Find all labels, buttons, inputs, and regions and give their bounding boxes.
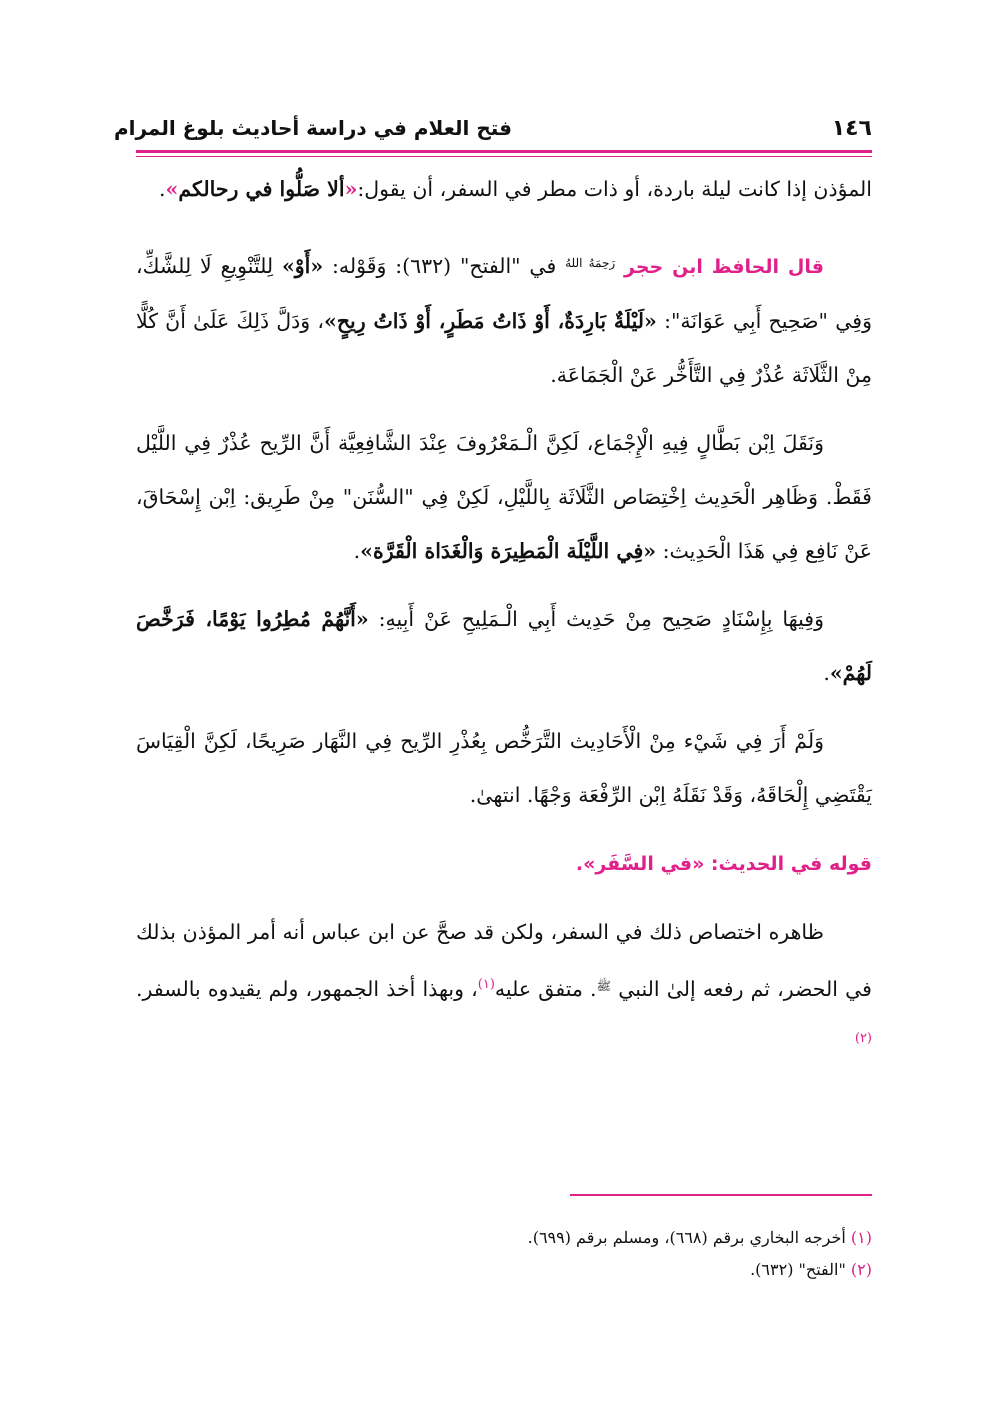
paragraph-2-text-1: في xyxy=(529,254,557,278)
section-heading-label: قوله في الحديث: xyxy=(710,853,872,875)
paragraph-6-text-2: . متفق عليه xyxy=(494,977,597,1001)
paragraph-5-text: وَلَمْ أَرَ فِي شَيْء مِنْ الْأَحَادِيث التَّرَخُّص بِعُذْرِ الرِّيح فِي النَّهَار صَرِيحًا، لَكِنَّ الْقِيَاسَ يَقْتَضِي إِلْحَاقَهُ، وَقَدْ نَقَلَهُ اِبْن الرِّفْعَة وَجْهًا. انتهىٰ. xyxy=(136,729,872,807)
paragraph-1-quote-text: ألا صَلُّوا في رحالكم xyxy=(178,177,345,201)
paragraph-4-end: . xyxy=(823,661,830,685)
footnote-2-number: (٢) xyxy=(850,1260,872,1279)
footnote-2 xyxy=(136,1254,872,1286)
paragraph-4 xyxy=(136,592,872,700)
paragraph-3-end: . xyxy=(353,539,361,563)
footnote-1-text: أخرجه البخاري برقم (٦٦٨)، ومسلم برقم (٦٩٩). xyxy=(527,1228,846,1247)
book-reference: "الفتح" xyxy=(459,254,521,278)
paragraph-3-text-1: وَنَقَلَ اِبْن بَطَّالٍ فِيهِ الْإِجْمَاع، لَكِنَّ الْـمَعْرُوفَ عِنْدَ الشَّافِعِيَّة أَنَّ الرِّيح عُذْرٌ فِي اللَّيْل فَقَطْ. وَظَاهِر الْحَدِيث اِخْتِصَاص الثَّلَاثَة بِاللَّيْلِ، لَكِنْ فِي xyxy=(136,431,872,509)
section-heading-quote: «في السَّفَر» xyxy=(583,853,705,875)
paragraph-6-text-1: ظاهره اختصاص ذلك في السفر، ولكن قد صحَّ عن ابن عباس أنه أمر المؤذن بذلك في الحضر، ثم رفعه إلىٰ النبي xyxy=(136,920,872,1001)
book-reference-sunan: "السُّنَن" xyxy=(342,485,414,509)
footnotes xyxy=(136,1222,872,1286)
footnote-rule xyxy=(570,1194,872,1196)
section-heading xyxy=(136,836,872,891)
hadith-quote-2: «فِي اللَّيْلَة الْمَطِيرَة وَالْغَدَاة الْقَرَّة» xyxy=(360,539,657,563)
paragraph-5 xyxy=(136,714,872,822)
hadith-quote-3: «أَنَّهُمْ مُطِرُوا يَوْمًا، فَرَخَّصَ لَهُمْ» xyxy=(136,607,872,685)
honorific-glyph: رَحِمَهُ اللهُ xyxy=(565,256,616,270)
paragraph-1-quote: «ألا صَلُّوا في رحالكم» xyxy=(165,177,358,201)
body-text xyxy=(136,162,872,1084)
header-rule-thin xyxy=(136,156,872,157)
book-reference-2: "صَحِيح أَبِي عَوَانَة" xyxy=(670,309,828,333)
section-heading-end: . xyxy=(575,853,584,875)
paragraph-4-text: وَفِيهَا بِإِسْنَادٍ صَحِيح مِنْ حَدِيث أَبِي الْـمَلِيحِ عَنْ أَبِيهِ: xyxy=(378,607,824,631)
salutation-glyph: ﷺ xyxy=(596,979,612,993)
paragraph-6 xyxy=(136,905,872,1070)
book-title: فتح العلام في دراسة أحاديث بلوغ المرام xyxy=(113,116,512,140)
paragraph-1-end: . xyxy=(159,177,166,201)
paragraph-3-text-2: مِنْ طَرِيق: اِبْن إِسْحَاقَ، عَنْ نَافِع فِي هَذَا الْحَدِيث: xyxy=(136,485,872,563)
paragraph-2-text-3: لِلتَّنْوِيعِ لَا لِلشَّكِّ، وَفِي xyxy=(136,254,872,333)
paragraph-2-colon: : xyxy=(664,309,671,333)
paragraph-6-text-3: ، وبهذا أخذ الجمهور، ولم يقيدوه بالسفر. xyxy=(136,977,478,1001)
header-rule-thick xyxy=(136,150,872,153)
paragraph-2 xyxy=(136,236,872,402)
page-number: ١٤٦ xyxy=(831,116,872,141)
footnote-ref-1[interactable]: (١) xyxy=(477,977,495,993)
footnote-2-text: "الفتح" (٦٣٢). xyxy=(750,1260,846,1279)
page-header xyxy=(113,112,872,152)
quoted-word: «أَوْ» xyxy=(281,254,324,278)
paragraph-1-text: المؤذن إذا كانت ليلة باردة، أو ذات مطر في السفر، أن يقول: xyxy=(357,177,872,201)
footnote-1-number: (١) xyxy=(850,1228,872,1247)
paragraph-2-text-2: (٦٣٢): وَقَوْله: xyxy=(331,254,452,278)
footnote-1 xyxy=(136,1222,872,1254)
paragraph-3 xyxy=(136,416,872,578)
author-name: قال الحافظ ابن حجر xyxy=(624,256,824,278)
paragraph-1 xyxy=(136,162,872,216)
paragraph-2-text-5: ، وَدَلَّ ذَلِكَ عَلَىٰ أَنَّ كُلًّا مِنْ الثَّلَاثَة عُذْرٌ فِي التَّأَخُّر عَنْ الْجَمَاعَة. xyxy=(136,309,872,387)
hadith-quote: «لَيْلَةٌ بَارِدَةٌ، أَوْ ذَاتُ مَطَرٍ، أَوْ ذَاتُ رِيحٍ» xyxy=(324,309,657,333)
footnote-ref-2[interactable]: (٢) xyxy=(854,1031,872,1047)
